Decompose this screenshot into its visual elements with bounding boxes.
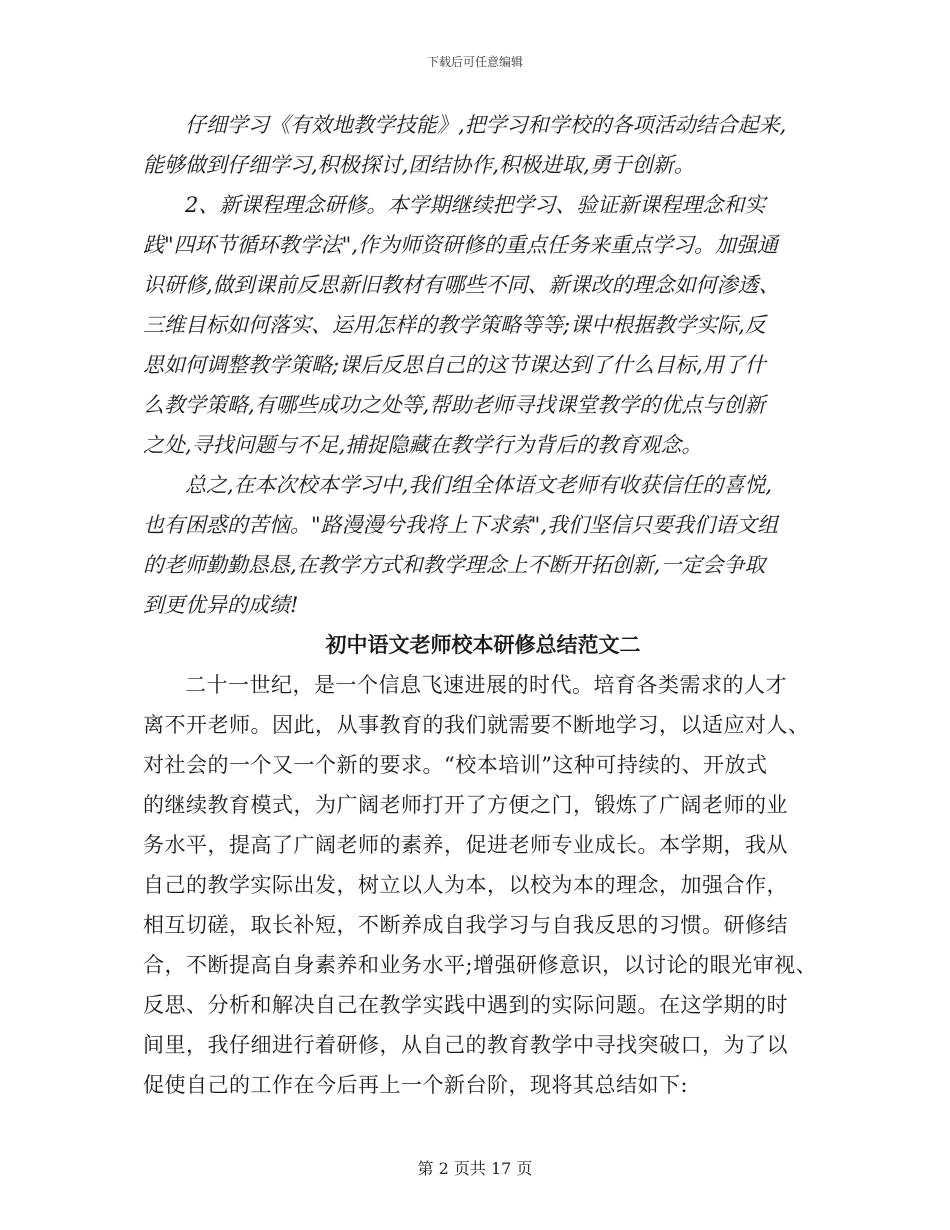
section-title: 初中语文老师校本研修总结范文二 xyxy=(325,632,641,657)
paragraph-line: 务水平，提高了广阔老师的素养，促进老师专业成长。本学期，我从 xyxy=(143,833,788,857)
paragraph-line: 识研修,做到课前反思新旧教材有哪些不同、新课改的理念如何渗透、 xyxy=(143,273,780,297)
paragraph-line: 相互切磋，取长补短，不断养成自我学习与自我反思的习惯。研修结 xyxy=(143,913,788,937)
paragraph-line: 反思、分析和解决自己在教学实践中遇到的实际问题。在这学期的时 xyxy=(143,993,788,1017)
paragraph-line: 的继续教育模式，为广阔老师打开了方便之门，锻炼了广阔老师的业 xyxy=(143,793,788,817)
paragraph-line: 能够做到仔细学习,积极探讨,团结协作,积极进取,勇于创新。 xyxy=(143,153,695,177)
paragraph-line: 也有困惑的苦恼。"路漫漫兮我将上下求索",我们坚信只要我们语文组 xyxy=(143,513,778,537)
paragraph-line: 三维目标如何落实、运用怎样的教学策略等等;课中根据教学实际,反 xyxy=(143,313,766,337)
paragraph-line: 离不开老师。因此，从事教育的我们就需要不断地学习，以适应对人、 xyxy=(143,713,810,737)
page-footer: 第 2 页共 17 页 xyxy=(417,1159,533,1178)
paragraph-line: 二十一世纪，是一个信息飞速进展的时代。培育各类需求的人才 xyxy=(185,673,787,697)
paragraph-line: 到更优异的成绩! xyxy=(143,593,299,617)
paragraph-line: 2、新课程理念研修。本学期继续把学习、验证新课程理念和实 xyxy=(185,193,766,217)
paragraph-line: 自己的教学实际出发，树立以人为本，以校为本的理念，加强合作， xyxy=(143,873,788,897)
paragraph-line: 合，不断提高自身素养和业务水平;增强研修意识，以讨论的眼光审视、 xyxy=(143,953,818,977)
document-body xyxy=(143,105,823,1105)
paragraph-line: 思如何调整教学策略;课后反思自己的这节课达到了什么目标,用了什 xyxy=(143,353,766,377)
paragraph-line: 对社会的一个又一个新的要求。“校本培训”这种可持续的、开放式 xyxy=(143,753,768,777)
section-one xyxy=(143,105,823,625)
paragraph-line: 总之,在本次校本学习中,我们组全体语文老师有收获信任的喜悦, xyxy=(185,473,773,497)
page-header: 下载后可任意编辑 xyxy=(426,55,523,69)
paragraph-line: 间里，我仔细进行着研修，从自己的教育教学中寻找突破口，为了以 xyxy=(143,1033,788,1057)
paragraph-line: 的老师勤勤恳恳,在教学方式和教学理念上不断开拓创新,一定会争取 xyxy=(143,553,766,577)
section-two xyxy=(143,665,823,1105)
paragraph-line: 之处,寻找问题与不足,捕捉隐藏在教学行为背后的教育观念。 xyxy=(143,433,703,457)
paragraph-line: 促使自己的工作在今后再上一个新台阶，现将其总结如下: xyxy=(143,1073,689,1097)
paragraph-line: 仔细学习《有效地教学技能》,把学习和学校的各项活动结合起来, xyxy=(185,113,787,137)
paragraph-line: 践"四环节循环教学法",作为师资研修的重点任务来重点学习。加强通 xyxy=(143,233,778,257)
paragraph-line: 么教学策略,有哪些成功之处等,帮助老师寻找课堂教学的优点与创新 xyxy=(143,393,766,417)
